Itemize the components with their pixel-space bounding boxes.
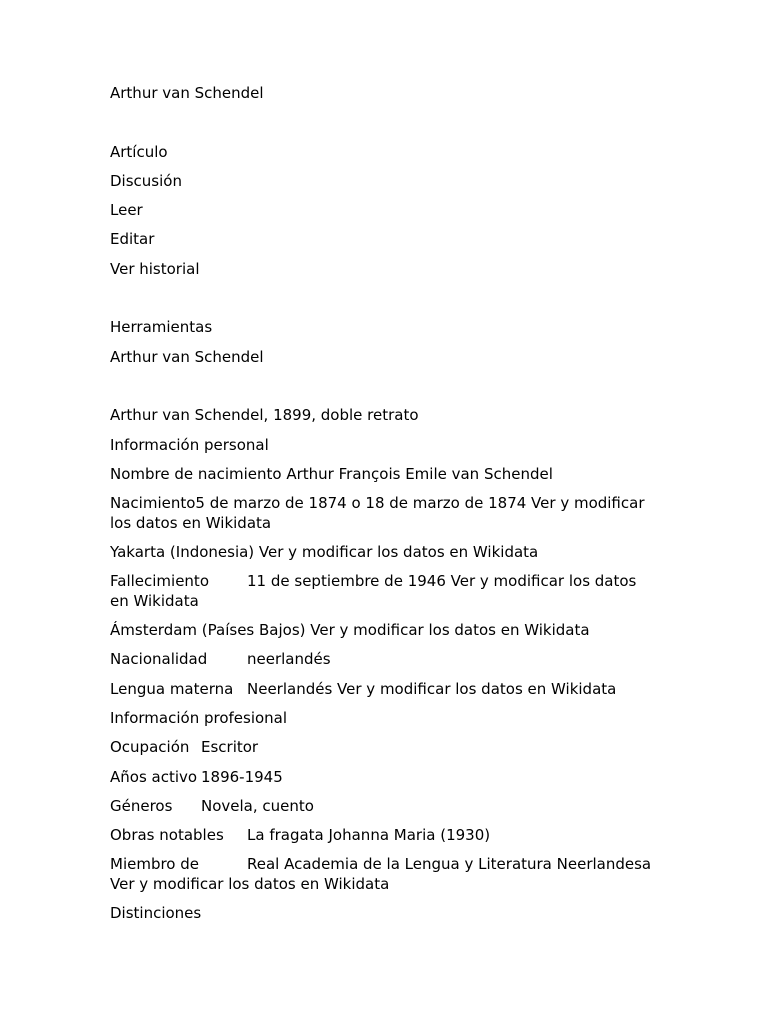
field-value: Neerlandés Ver y modificar los datos en Wikidata bbox=[247, 679, 617, 698]
field-row-nacionalidad bbox=[110, 650, 658, 670]
field-value: 5 de marzo de 1874 o 18 de marzo de 1874 Ver y modificar los datos en Wikidata bbox=[110, 494, 645, 532]
field-label: Obras notables bbox=[110, 826, 224, 845]
field-row-fallecimiento bbox=[110, 572, 658, 611]
field-row-nacimiento bbox=[110, 494, 658, 533]
field-row-nombre bbox=[110, 465, 658, 485]
nav-link-discusion[interactable]: Discusión bbox=[110, 171, 182, 190]
field-label: Fallecimiento bbox=[110, 572, 209, 591]
field-row-ocupacion bbox=[110, 738, 658, 758]
field-row-lengua bbox=[110, 680, 658, 700]
field-value: Real Academia de la Lengua y Literatura Neerlandesa Ver y modificar los datos en Wikidata bbox=[110, 855, 652, 893]
field-value: Arthur François Emile van Schendel bbox=[286, 464, 553, 483]
field-label: Miembro de bbox=[110, 855, 200, 874]
nav-link-ver-historial[interactable]: Ver historial bbox=[110, 259, 200, 278]
field-label: Nacionalidad bbox=[110, 650, 208, 669]
field-value: 1896-1945 bbox=[201, 767, 283, 786]
field-row-obras bbox=[110, 826, 658, 846]
field-label: Géneros bbox=[110, 796, 173, 815]
spacer bbox=[110, 113, 658, 142]
nav-link-leer[interactable]: Leer bbox=[110, 201, 143, 220]
field-row-generos bbox=[110, 797, 658, 817]
document-page bbox=[110, 84, 658, 934]
nav-link-editar[interactable]: Editar bbox=[110, 230, 155, 249]
field-label: Lengua materna bbox=[110, 679, 234, 698]
article-heading: Arthur van Schendel bbox=[110, 347, 264, 366]
field-row-fallecimiento-place: Ámsterdam (Países Bajos) Ver y modificar los datos en Wikidata bbox=[110, 621, 590, 640]
field-label: Nacimiento bbox=[110, 494, 196, 513]
field-label: Años activo bbox=[110, 767, 198, 786]
section-heading-personal: Información personal bbox=[110, 435, 269, 454]
nav-link-articulo[interactable]: Artículo bbox=[110, 142, 168, 161]
field-value: La fragata Johanna Maria (1930) bbox=[247, 826, 491, 845]
page-title: Arthur van Schendel bbox=[110, 84, 264, 102]
field-value: neerlandés bbox=[247, 650, 331, 669]
field-value: Novela, cuento bbox=[201, 796, 314, 815]
field-value: 11 de septiembre de 1946 Ver y modificar los datos en Wikidata bbox=[110, 572, 637, 610]
spacer bbox=[110, 289, 658, 318]
field-value: Escritor bbox=[201, 738, 259, 757]
field-row-nacimiento-place: Yakarta (Indonesia) Ver y modificar los datos en Wikidata bbox=[110, 542, 539, 561]
section-heading-profesional: Información profesional bbox=[110, 708, 288, 727]
field-row-distinciones: Distinciones bbox=[110, 904, 202, 923]
field-label: Ocupación bbox=[110, 738, 190, 757]
nav-link-herramientas[interactable]: Herramientas bbox=[110, 318, 213, 337]
image-caption: Arthur van Schendel, 1899, doble retrato bbox=[110, 406, 419, 425]
field-row-anos bbox=[110, 768, 658, 788]
field-row-miembro bbox=[110, 855, 658, 894]
field-label: Nombre de nacimiento bbox=[110, 464, 282, 483]
spacer bbox=[110, 377, 658, 406]
